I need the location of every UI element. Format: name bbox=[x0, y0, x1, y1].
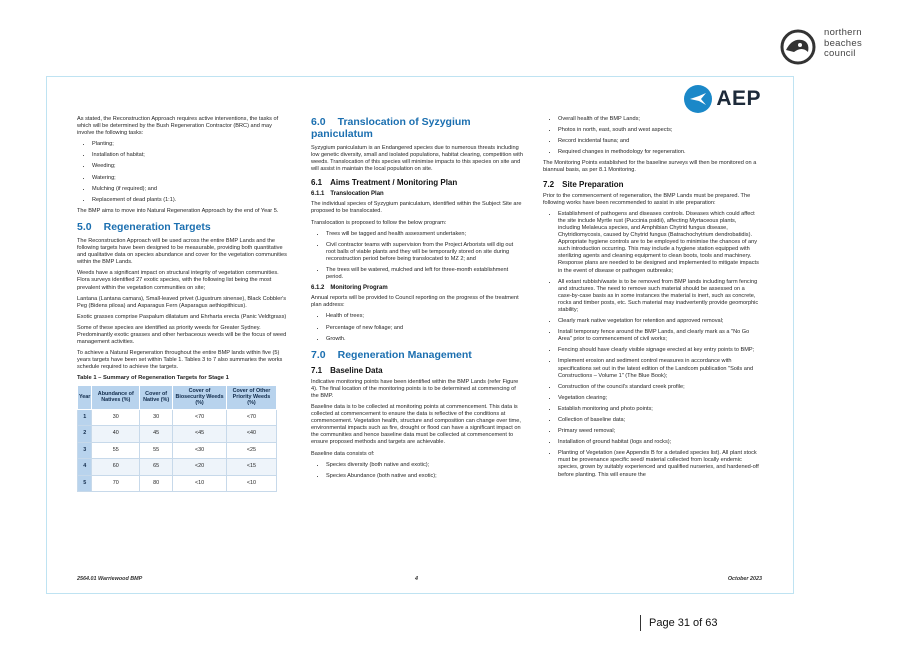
paragraph: To achieve a Natural Regeneration throughout the entire BMP lands within five (5) years targets have been set within Table 1. Tables 3 to 7 also summaries the works schedule required to achieve the targets. bbox=[77, 350, 283, 371]
paragraph: As stated, the Reconstruction Approach requires active interventions, the tasks of which will be determined by the Bush Regeneration Contractor (BRC) and may involve the following tasks: bbox=[77, 116, 279, 137]
translocation-list bbox=[311, 231, 523, 282]
paragraph: The Monitoring Points established for the baseline surveys will then be monitored on a biannual basis, as per 8.1 Monitoring. bbox=[543, 160, 757, 174]
list-item: • Clearly mark native vegetation for retention and approved removal; bbox=[558, 318, 759, 325]
table-row: 1 30 30 <70 <70 bbox=[78, 409, 277, 426]
paragraph: Translocation is proposed to follow the below program: bbox=[311, 219, 447, 226]
aep-wordmark: AEP bbox=[716, 87, 761, 110]
list-item: • Collection of baseline data; bbox=[558, 417, 759, 424]
site-preparation-list bbox=[543, 211, 759, 479]
paragraph: The individual species of Syzygium paniculatum, identified within the Subject Site are proposed to be translocated. bbox=[311, 201, 522, 215]
regeneration-targets-table bbox=[77, 385, 277, 493]
list-item: • Trees will be tagged and health assessment undertaken; bbox=[326, 231, 523, 238]
list-item: • Percentage of new foliage; and bbox=[326, 325, 523, 332]
list-item: • Species diversity (both native and exotic); bbox=[326, 462, 523, 469]
list-item: • Construction of the council's standard creek profile; bbox=[558, 384, 759, 391]
list-item: • Health of trees; bbox=[326, 313, 523, 320]
list-item: • Mulching (if required); and bbox=[92, 186, 290, 193]
footer-date: October 2023 bbox=[727, 576, 762, 582]
section-heading-7-2: 7.2 Site Preparation bbox=[543, 179, 624, 189]
list-item: • Planting of Vegetation (see Appendix B for a detailed species list). All plant stock must be provenance specific seed/ material collected from locally endemic species, grown by suitably experienced and qualified nurseries, and hardened-off before planting. This will ensure the bbox=[558, 450, 759, 478]
section-heading-6-1: 6.1 Aims Treatment / Monitoring Plan bbox=[311, 178, 458, 188]
table-row: 3 55 55 <30 <25 bbox=[78, 442, 277, 459]
list-item: • Planting; bbox=[92, 141, 290, 148]
paragraph: Lantana (Lantana camara), Small-leaved privet (Ligustrum sinense), Black Cobbler's Peg (Bidens pilosa) and Asparagus Fern (Asparagus aethiopithicus). bbox=[77, 295, 287, 309]
list-item: • Primary weed removal; bbox=[558, 428, 759, 435]
paragraph: Syzygium paniculatum is an Endangered species due to numerous threats including low genetic diversity, small and isolated populations, habitat clearing, competition with weeds. Translocation of this species will minimise impacts to this species on site and will assist in maintain the local population on site. bbox=[311, 145, 523, 173]
council-logo bbox=[778, 24, 908, 68]
document-page bbox=[46, 76, 794, 594]
list-item: • Installation of habitat; bbox=[92, 152, 290, 159]
paragraph: Weeds have a significant impact on structural integrity of vegetation communities. Flora surveys identified 27 exotic species, with the following list being the most prevalent within the vegetation communities on site; bbox=[77, 270, 279, 291]
aep-bird-icon bbox=[684, 85, 712, 113]
table-row: 2 40 45 <45 <40 bbox=[78, 426, 277, 443]
list-item: • The trees will be watered, mulched and left for three-month establishment period. bbox=[326, 267, 523, 281]
section-heading-7-1: 7.1 Baseline Data bbox=[311, 365, 383, 375]
table-header: Cover of Other Priority Weeds (%) bbox=[226, 385, 276, 409]
list-item: • Weeding; bbox=[92, 163, 290, 170]
monitoring-list bbox=[311, 313, 523, 342]
paragraph: The BMP aims to move into Natural Regeneration Approach by the end of Year 5. bbox=[77, 207, 279, 214]
list-item: • Required changes in methodology for regeneration. bbox=[558, 149, 759, 156]
paragraph: Exotic grasses comprise Paspalum dilatatum and Ehrharta erecta (Panic Veldtgrass) bbox=[77, 313, 287, 320]
list-item: • Implement erosion and sediment control measures in accordance with specifications set out in the latest edition of the Landcom publication "Soils and Constructions – Volume 1" (The Blue Book); bbox=[558, 358, 759, 379]
list-item: • Record incidental fauna; and bbox=[558, 138, 759, 145]
paragraph: The Reconstruction Approach will be used across the entire BMP Lands and the following targets have been designed to be measurable, providing both quantitative and qualitative data on species abundance and cover for the vegetation communities within the BMP Lands. bbox=[77, 237, 287, 266]
section-heading-6-1-1: 6.1.1 Translocation Plan bbox=[311, 191, 384, 198]
list-item: • Photos in north, east, south and west aspects; bbox=[558, 127, 759, 134]
section-heading-7: 7.0 Regeneration Management bbox=[311, 348, 472, 361]
list-item: • Growth. bbox=[326, 336, 523, 343]
paragraph: Baseline data is to be collected at monitoring points at commencement. This data is collected at commencement to ensure the data is reflective of the conditions at commencement. Vegetation health, structure and composition can change over time, environmental impacts such as fire, drought or flood can have a significant impact on the communities and hence baseline data must be collected at commencement to ensure proposed methods and targets are achievable. bbox=[311, 403, 521, 446]
section-heading-6: 6.0 Translocation of Syzygium paniculatum bbox=[311, 116, 471, 140]
list-item: • Civil contractor teams with supervision from the Project Arborists will dig out root balls of viable plants and they will be temporarily stored on site during reconstruction period before being translocated to MZ 2; and bbox=[326, 242, 523, 263]
list-item: • Vegetation clearing; bbox=[558, 395, 759, 402]
table-header: Year bbox=[78, 385, 92, 409]
list-item: • Establishment of pathogens and diseases controls. Diseases which could affect the site include Myrtle rust (Puccinia psidii), affecting Myrtaceous plants, including Melaleuca species, and Amphibian Chytrid fungus disease, Chytridiomycosis, caused by Chytrid fungus (Batrachochytrium dendrobatidis). Appropriate hygiene controls are to be employed to minimise the chances of any such introduction occurring. This may include a hygiene station equipped with sterilizing agents and cleaning equipment to clean boots, tools and machinery. Response plans are needed to be designed and implemented to mitigate impacts in the event of disease or pathogen outbreaks; bbox=[558, 211, 759, 275]
paragraph: Baseline data consists of: bbox=[311, 450, 375, 457]
list-item: • Overall health of the BMP Lands; bbox=[558, 116, 759, 123]
column-middle bbox=[311, 116, 523, 484]
list-item: • Install temporary fence around the BMP Lands, and clearly mark as a "No Go Area" prior to commencement of civil works; bbox=[558, 329, 759, 343]
paragraph: Some of these species are identified as priority weeds for Greater Sydney. Predominantly exotic grasses and other herbaceous weeds will be the focus of weed management activities. bbox=[77, 324, 287, 346]
paragraph: Prior to the commencement of regeneration, the BMP Lands must be prepared. The following works have been recommended to assist in site preparation: bbox=[543, 192, 751, 206]
section-heading-6-1-2: 6.1.2 Monitoring Program bbox=[311, 285, 388, 292]
baseline-list-continued bbox=[543, 116, 759, 156]
column-right bbox=[543, 116, 759, 483]
table-header: Abundance of Natives (%) bbox=[92, 385, 140, 409]
list-item: • Fencing should have clearly visible signage erected at key entry points to BMP; bbox=[558, 347, 759, 354]
footer-document-ref: 2564.01 Warriewood BMP bbox=[77, 576, 143, 582]
council-name: northern beaches council bbox=[824, 27, 863, 59]
section-heading-5: 5.0 Regeneration Targets bbox=[77, 220, 211, 233]
list-item: • Replacement of dead plants (1:1). bbox=[92, 197, 290, 204]
list-item: • Watering; bbox=[92, 175, 290, 182]
paragraph: Annual reports will be provided to Council reporting on the progress of the treatment plan address: bbox=[311, 295, 519, 309]
table-row: 4 60 65 <20 <15 bbox=[78, 459, 277, 476]
baseline-list bbox=[311, 462, 523, 480]
table-header: Cover of Biosecurity Weeds (%) bbox=[173, 385, 227, 409]
column-left bbox=[77, 116, 290, 492]
list-item: • Establish monitoring and photo points; bbox=[558, 406, 759, 413]
paragraph: Indicative monitoring points have been identified within the BMP Lands (refer Figure 4). The final location of the monitoring points is to be determined at commencing of the BMP. bbox=[311, 378, 519, 399]
table-row: 5 70 80 <10 <10 bbox=[78, 475, 277, 492]
page-counter: Page 31 of 63 bbox=[640, 615, 718, 631]
table-header: Cover of Native (%) bbox=[140, 385, 173, 409]
table-caption: Table 1 – Summary of Regeneration Targets for Stage 1 bbox=[77, 375, 229, 382]
list-item: • Species Abundance (both native and exotic); bbox=[326, 473, 523, 480]
task-list bbox=[77, 141, 290, 204]
council-emblem-icon bbox=[778, 28, 818, 66]
list-item: • Installation of ground habitat (logs and rocks); bbox=[558, 439, 759, 446]
footer-page-number: 4 bbox=[415, 576, 418, 582]
list-item: • All extant rubbish/waste is to be removed from BMP lands including farm fencing and structures. The need to remove such material should be assessed on a case-by-case basis as in some instances the material is inert, such as concrete, rocks and timber posts, etc. Such material may inadvertently provide geomorphic stability; bbox=[558, 279, 759, 314]
aep-logo bbox=[684, 85, 761, 113]
